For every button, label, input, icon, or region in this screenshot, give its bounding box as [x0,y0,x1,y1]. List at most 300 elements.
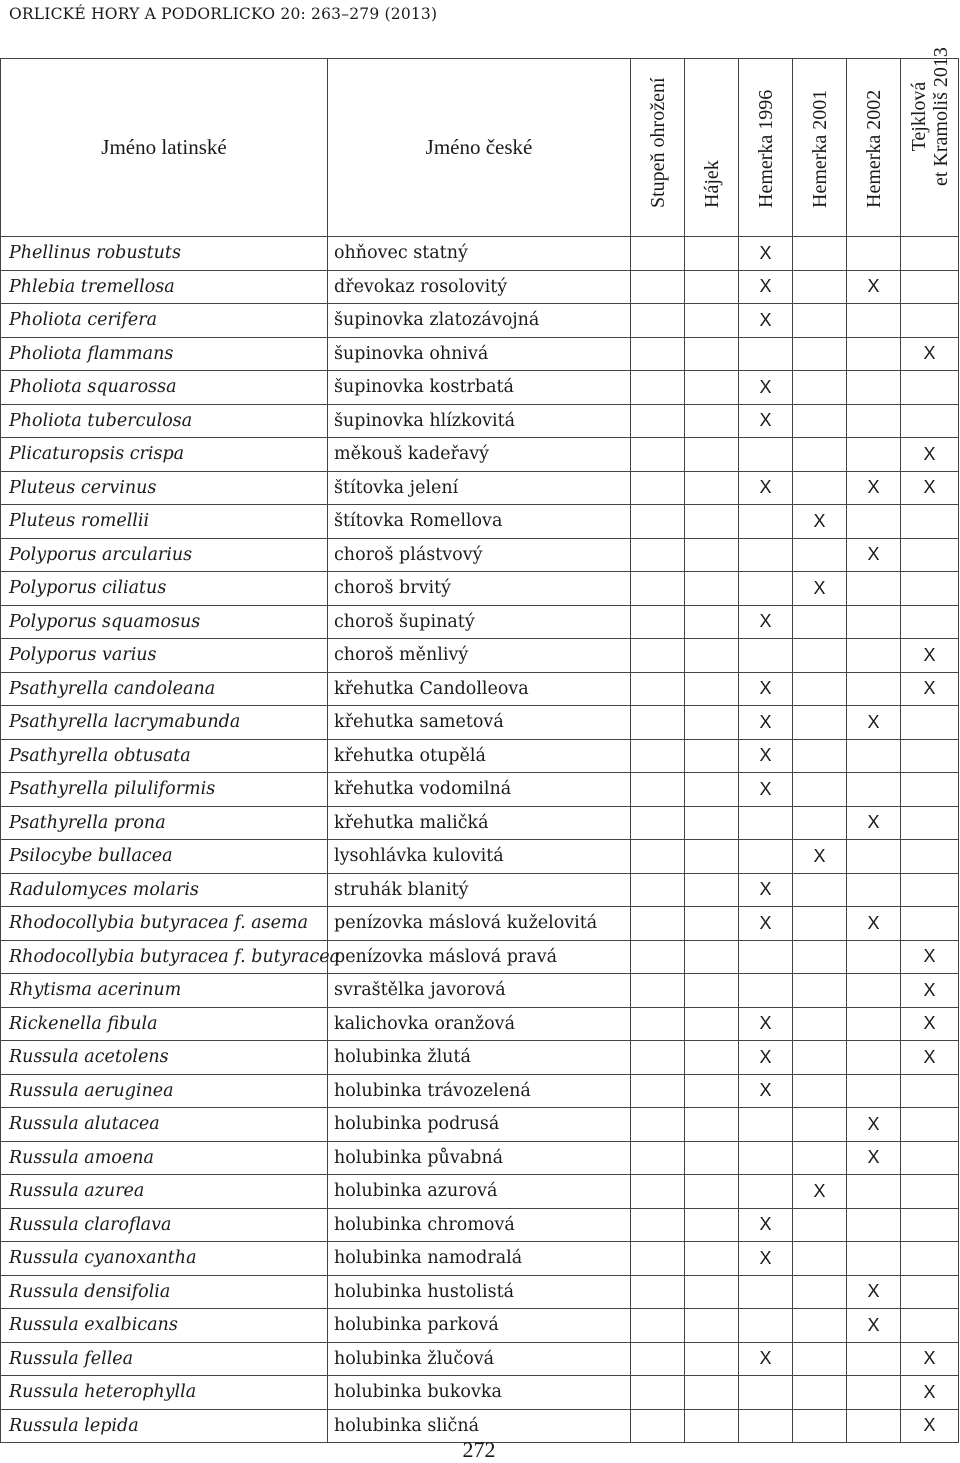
latin-name-cell: Pholiota cerifera [1,304,328,338]
occurrence-mark-cell [901,371,959,405]
table-row [1,974,959,1008]
latin-name-cell: Polyporus squamosus [1,605,328,639]
occurrence-mark-cell [847,840,901,874]
table-row [1,304,959,338]
occurrence-mark-cell: X [739,739,793,773]
latin-name-cell: Rickenella fibula [1,1007,328,1041]
header-latin-name: Jméno latinské [1,59,328,237]
occurrence-mark-cell [631,1376,685,1410]
occurrence-mark-cell [793,1208,847,1242]
header-czech-name: Jméno české [328,59,631,237]
occurrence-mark-cell [739,1141,793,1175]
czech-name-cell: holubinka žlutá [328,1041,631,1075]
occurrence-mark-cell [631,1007,685,1041]
latin-name-cell: Pluteus romellii [1,505,328,539]
table-row [1,1242,959,1276]
occurrence-mark-cell: X [847,1108,901,1142]
occurrence-mark-cell: X [739,773,793,807]
occurrence-mark-cell [901,1074,959,1108]
occurrence-mark-cell [685,337,739,371]
occurrence-mark-cell: X [847,270,901,304]
occurrence-mark-cell [793,1342,847,1376]
occurrence-mark-cell [847,1007,901,1041]
occurrence-mark-cell [847,1242,901,1276]
table-row [1,237,959,271]
occurrence-mark-cell [685,974,739,1008]
header-tejklova-label: Tejklová [907,81,930,152]
czech-name-cell: křehutka Candolleova [328,672,631,706]
occurrence-mark-cell [901,840,959,874]
occurrence-mark-cell [631,237,685,271]
occurrence-mark-cell [685,605,739,639]
latin-name-cell: Russula heterophylla [1,1376,328,1410]
occurrence-mark-cell [685,1141,739,1175]
occurrence-mark-cell: X [901,1342,959,1376]
czech-name-cell: choroš měnlivý [328,639,631,673]
occurrence-mark-cell [631,739,685,773]
occurrence-mark-cell [685,505,739,539]
occurrence-mark-cell [685,739,739,773]
occurrence-mark-cell [901,304,959,338]
czech-name-cell: křehutka sametová [328,706,631,740]
occurrence-mark-cell: X [793,572,847,606]
latin-name-cell: Russula azurea [1,1175,328,1209]
occurrence-mark-cell [631,1175,685,1209]
latin-name-cell: Russula amoena [1,1141,328,1175]
czech-name-cell: kalichovka oranžová [328,1007,631,1041]
czech-name-cell: holubinka žlučová [328,1342,631,1376]
czech-name-cell: křehutka maličká [328,806,631,840]
table-row [1,907,959,941]
occurrence-mark-cell [901,706,959,740]
header-hemerka-2001 [793,59,847,237]
occurrence-mark-cell [901,572,959,606]
occurrence-mark-cell [631,270,685,304]
occurrence-mark-cell [739,1309,793,1343]
occurrence-mark-cell [901,1141,959,1175]
occurrence-mark-cell [793,371,847,405]
occurrence-mark-cell: X [901,438,959,472]
occurrence-mark-cell: X [739,1242,793,1276]
header-kramolis-label: et Kramoliš 2013 [929,47,952,186]
occurrence-mark-cell [793,1275,847,1309]
czech-name-cell: struhák blanitý [328,873,631,907]
occurrence-mark-cell: X [793,1175,847,1209]
occurrence-mark-cell: X [901,1409,959,1443]
occurrence-mark-cell: X [739,1342,793,1376]
occurrence-mark-cell [739,337,793,371]
occurrence-mark-cell [631,605,685,639]
occurrence-mark-cell [685,270,739,304]
latin-name-cell: Rhodocollybia butyracea f. asema [1,907,328,941]
occurrence-mark-cell: X [901,940,959,974]
occurrence-mark-cell [793,940,847,974]
occurrence-mark-cell [685,672,739,706]
table-row [1,505,959,539]
latin-name-cell: Psathyrella obtusata [1,739,328,773]
occurrence-mark-cell: X [901,337,959,371]
occurrence-mark-cell [739,639,793,673]
occurrence-mark-cell [901,404,959,438]
czech-name-cell: choroš brvitý [328,572,631,606]
occurrence-mark-cell [793,1309,847,1343]
occurrence-mark-cell [685,1342,739,1376]
header-hajek-label: Hájek [700,160,723,208]
occurrence-mark-cell: X [739,706,793,740]
occurrence-mark-cell [793,538,847,572]
occurrence-mark-cell [685,1007,739,1041]
occurrence-mark-cell [685,371,739,405]
occurrence-mark-cell [901,1108,959,1142]
occurrence-mark-cell [793,706,847,740]
header-threat-level-label: Stupeň ohrožení [646,77,669,208]
occurrence-mark-cell [793,1007,847,1041]
czech-name-cell: štítovka jelení [328,471,631,505]
latin-name-cell: Russula exalbicans [1,1309,328,1343]
table-row [1,773,959,807]
occurrence-mark-cell [847,605,901,639]
latin-name-cell: Pholiota tuberculosa [1,404,328,438]
occurrence-mark-cell [631,806,685,840]
occurrence-mark-cell [631,773,685,807]
occurrence-mark-cell: X [739,1208,793,1242]
occurrence-mark-cell: X [739,1074,793,1108]
czech-name-cell: choroš plástvový [328,538,631,572]
occurrence-mark-cell [631,1108,685,1142]
table-row [1,940,959,974]
header-hajek [685,59,739,237]
occurrence-mark-cell [631,1309,685,1343]
occurrence-mark-cell [631,371,685,405]
occurrence-mark-cell [685,1376,739,1410]
occurrence-mark-cell [631,1342,685,1376]
species-table-wrapper [0,47,959,1443]
occurrence-mark-cell [793,1108,847,1142]
czech-name-cell: šupinovka zlatozávojná [328,304,631,338]
occurrence-mark-cell [847,1074,901,1108]
czech-name-cell: holubinka podrusá [328,1108,631,1142]
occurrence-mark-cell: X [847,471,901,505]
latin-name-cell: Polyporus ciliatus [1,572,328,606]
occurrence-mark-cell: X [739,371,793,405]
occurrence-mark-cell [847,371,901,405]
occurrence-mark-cell [901,1309,959,1343]
occurrence-mark-cell [847,940,901,974]
occurrence-mark-cell [793,1141,847,1175]
occurrence-mark-cell [739,806,793,840]
occurrence-mark-cell [901,1275,959,1309]
czech-name-cell: holubinka chromová [328,1208,631,1242]
occurrence-mark-cell [739,438,793,472]
occurrence-mark-cell: X [793,840,847,874]
occurrence-mark-cell [901,237,959,271]
occurrence-mark-cell [685,706,739,740]
occurrence-mark-cell: X [901,1007,959,1041]
table-row [1,873,959,907]
table-row [1,1041,959,1075]
occurrence-mark-cell [631,873,685,907]
occurrence-mark-cell [685,1041,739,1075]
table-row [1,1007,959,1041]
table-row [1,672,959,706]
table-row [1,1342,959,1376]
occurrence-mark-cell [739,1108,793,1142]
occurrence-mark-cell [847,237,901,271]
occurrence-mark-cell [685,907,739,941]
table-row [1,404,959,438]
occurrence-mark-cell [685,873,739,907]
occurrence-mark-cell [739,1275,793,1309]
occurrence-mark-cell [631,706,685,740]
latin-name-cell: Russula lepida [1,1409,328,1443]
czech-name-cell: šupinovka ohnivá [328,337,631,371]
occurrence-mark-cell [685,1208,739,1242]
latin-name-cell: Russula acetolens [1,1041,328,1075]
occurrence-mark-cell [847,773,901,807]
occurrence-mark-cell [793,438,847,472]
occurrence-mark-cell [685,639,739,673]
latin-name-cell: Psathyrella candoleana [1,672,328,706]
table-row [1,1141,959,1175]
occurrence-mark-cell [793,1376,847,1410]
table-body [1,237,959,1443]
table-row [1,1275,959,1309]
latin-name-cell: Russula aeruginea [1,1074,328,1108]
occurrence-mark-cell [901,739,959,773]
occurrence-mark-cell [685,471,739,505]
occurrence-mark-cell [739,1376,793,1410]
occurrence-mark-cell [739,572,793,606]
occurrence-mark-cell [685,572,739,606]
occurrence-mark-cell [793,471,847,505]
occurrence-mark-cell [793,1242,847,1276]
occurrence-mark-cell [793,773,847,807]
occurrence-mark-cell [901,538,959,572]
occurrence-mark-cell [631,907,685,941]
occurrence-mark-cell [847,572,901,606]
czech-name-cell: holubinka hustolistá [328,1275,631,1309]
occurrence-mark-cell [793,639,847,673]
czech-name-cell: choroš šupinatý [328,605,631,639]
occurrence-mark-cell [847,739,901,773]
table-row [1,1108,959,1142]
occurrence-mark-cell: X [847,1309,901,1343]
czech-name-cell: holubinka parková [328,1309,631,1343]
czech-name-cell: šupinovka hlízkovitá [328,404,631,438]
occurrence-mark-cell [685,1175,739,1209]
header-hemerka-1996 [739,59,793,237]
latin-name-cell: Psilocybe bullacea [1,840,328,874]
occurrence-mark-cell [739,974,793,1008]
occurrence-mark-cell [901,1175,959,1209]
occurrence-mark-cell [847,639,901,673]
occurrence-mark-cell [793,605,847,639]
occurrence-mark-cell: X [739,471,793,505]
occurrence-mark-cell [793,974,847,1008]
header-row [1,59,959,237]
occurrence-mark-cell: X [739,404,793,438]
czech-name-cell: holubinka sličná [328,1409,631,1443]
table-row [1,337,959,371]
occurrence-mark-cell [793,337,847,371]
latin-name-cell: Rhytisma acerinum [1,974,328,1008]
occurrence-mark-cell [901,873,959,907]
header-hemerka-2001-label: Hemerka 2001 [808,89,831,208]
occurrence-mark-cell [793,806,847,840]
table-row [1,806,959,840]
czech-name-cell: štítovka Romellova [328,505,631,539]
czech-name-cell: penízovka máslová pravá [328,940,631,974]
czech-name-cell: šupinovka kostrbatá [328,371,631,405]
latin-name-cell: Polyporus varius [1,639,328,673]
occurrence-mark-cell [793,873,847,907]
table-header [1,47,959,237]
occurrence-mark-cell [847,974,901,1008]
latin-name-cell: Pluteus cervinus [1,471,328,505]
occurrence-mark-cell [631,505,685,539]
occurrence-mark-cell [901,773,959,807]
latin-name-cell: Plicaturopsis crispa [1,438,328,472]
occurrence-mark-cell: X [739,237,793,271]
occurrence-mark-cell [631,1242,685,1276]
occurrence-mark-cell: X [847,706,901,740]
occurrence-mark-cell [793,404,847,438]
czech-name-cell: svraštělka javorová [328,974,631,1008]
occurrence-mark-cell [631,572,685,606]
latin-name-cell: Phellinus robustuts [1,237,328,271]
occurrence-mark-cell [739,840,793,874]
occurrence-mark-cell [631,404,685,438]
table-row [1,605,959,639]
occurrence-mark-cell [847,1208,901,1242]
czech-name-cell: holubinka azurová [328,1175,631,1209]
latin-name-cell: Russula cyanoxantha [1,1242,328,1276]
czech-name-cell: křehutka otupělá [328,739,631,773]
table-row [1,1309,959,1343]
occurrence-mark-cell [631,840,685,874]
occurrence-mark-cell [685,806,739,840]
species-table [0,47,959,1443]
occurrence-mark-cell [847,1041,901,1075]
czech-name-cell: dřevokaz rosolovitý [328,270,631,304]
occurrence-mark-cell [847,873,901,907]
occurrence-mark-cell [793,304,847,338]
occurrence-mark-cell [685,840,739,874]
occurrence-mark-cell [631,1074,685,1108]
occurrence-mark-cell: X [739,270,793,304]
header-hemerka-2002 [847,59,901,237]
occurrence-mark-cell [685,1275,739,1309]
occurrence-mark-cell [847,1376,901,1410]
occurrence-mark-cell [631,538,685,572]
occurrence-mark-cell: X [847,907,901,941]
occurrence-mark-cell [901,1208,959,1242]
table-row [1,1376,959,1410]
latin-name-cell: Russula densifolia [1,1275,328,1309]
occurrence-mark-cell: X [739,1007,793,1041]
occurrence-mark-cell [847,672,901,706]
latin-name-cell: Phlebia tremellosa [1,270,328,304]
czech-name-cell: holubinka půvabná [328,1141,631,1175]
occurrence-mark-cell [901,605,959,639]
occurrence-mark-cell: X [901,974,959,1008]
occurrence-mark-cell [631,304,685,338]
occurrence-mark-cell [847,1175,901,1209]
occurrence-mark-cell: X [847,806,901,840]
occurrence-mark-cell [631,639,685,673]
occurrence-mark-cell: X [739,873,793,907]
czech-name-cell: měkouš kadeřavý [328,438,631,472]
czech-name-cell: holubinka trávozelená [328,1074,631,1108]
occurrence-mark-cell [685,940,739,974]
occurrence-mark-cell [793,672,847,706]
occurrence-mark-cell [793,237,847,271]
latin-name-cell: Polyporus arcularius [1,538,328,572]
table-row [1,538,959,572]
occurrence-mark-cell [793,739,847,773]
table-row [1,270,959,304]
table-row [1,572,959,606]
occurrence-mark-cell: X [847,1141,901,1175]
occurrence-mark-cell [901,1242,959,1276]
latin-name-cell: Russula alutacea [1,1108,328,1142]
occurrence-mark-cell [847,1342,901,1376]
occurrence-mark-cell [631,337,685,371]
table-row [1,438,959,472]
occurrence-mark-cell [685,237,739,271]
occurrence-mark-cell [847,404,901,438]
table-row [1,739,959,773]
latin-name-cell: Rhodocollybia butyracea f. butyracea [1,940,328,974]
czech-name-cell: penízovka máslová kuželovitá [328,907,631,941]
occurrence-mark-cell [739,538,793,572]
latin-name-cell: Russula claroflava [1,1208,328,1242]
czech-name-cell: lysohlávka kulovitá [328,840,631,874]
occurrence-mark-cell [685,1309,739,1343]
latin-name-cell: Radulomyces molaris [1,873,328,907]
occurrence-mark-cell [631,672,685,706]
occurrence-mark-cell [685,304,739,338]
occurrence-mark-cell: X [901,1376,959,1410]
occurrence-mark-cell [631,974,685,1008]
latin-name-cell: Psathyrella prona [1,806,328,840]
occurrence-mark-cell [739,940,793,974]
header-hemerka-2002-label: Hemerka 2002 [862,89,885,208]
occurrence-mark-cell [901,505,959,539]
table-row [1,1208,959,1242]
latin-name-cell: Russula fellea [1,1342,328,1376]
occurrence-mark-cell [739,505,793,539]
occurrence-mark-cell [685,1242,739,1276]
occurrence-mark-cell [793,1041,847,1075]
occurrence-mark-cell: X [901,639,959,673]
occurrence-mark-cell: X [847,1275,901,1309]
occurrence-mark-cell: X [901,672,959,706]
occurrence-mark-cell [901,806,959,840]
occurrence-mark-cell: X [739,672,793,706]
occurrence-mark-cell: X [739,304,793,338]
page-number: 272 [462,1437,496,1462]
table-row [1,706,959,740]
header-threat-level [631,59,685,237]
header-tejklova-kramolis-2013 [901,47,959,237]
occurrence-mark-cell [685,438,739,472]
occurrence-mark-cell [901,907,959,941]
latin-name-cell: Psathyrella lacrymabunda [1,706,328,740]
occurrence-mark-cell [685,404,739,438]
occurrence-mark-cell [631,1275,685,1309]
table-row [1,1074,959,1108]
